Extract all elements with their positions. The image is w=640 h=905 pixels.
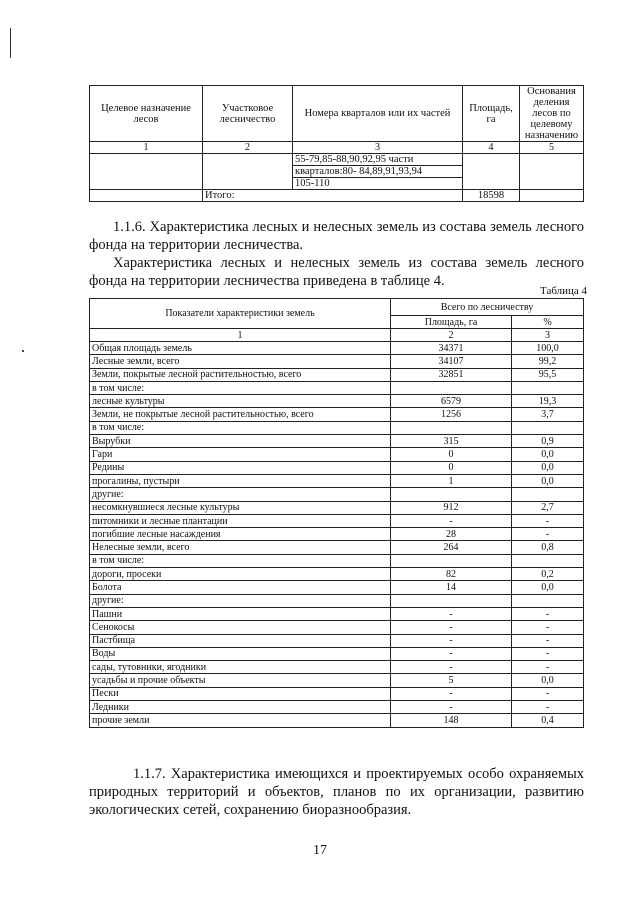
row-percent: 0,4 <box>512 714 584 727</box>
table-row <box>90 474 584 487</box>
row-label: Общая площадь земель <box>90 342 391 355</box>
row-label: прогалины, пустыри <box>90 474 391 487</box>
row-area: - <box>391 647 512 660</box>
table-row <box>90 687 584 700</box>
header-cell: Номера кварталов или их частей <box>293 86 463 142</box>
row-label: Ледники <box>90 701 391 714</box>
row-label: Болота <box>90 581 391 594</box>
table-row <box>90 355 584 368</box>
row-area: 0 <box>391 461 512 474</box>
table-row <box>90 154 584 166</box>
table-row <box>90 714 584 727</box>
row-label: Пашни <box>90 607 391 620</box>
table-row <box>90 594 584 607</box>
table-row <box>90 621 584 634</box>
row-percent: 100,0 <box>512 342 584 355</box>
row-percent: 0,0 <box>512 581 584 594</box>
header-percent: % <box>512 316 584 329</box>
table-row <box>90 408 584 421</box>
header-total: Всего по лесничеству <box>391 299 584 316</box>
row-area <box>391 421 512 434</box>
column-number: 2 <box>203 142 293 154</box>
row-area: 6579 <box>391 395 512 408</box>
row-area: 28 <box>391 528 512 541</box>
row-label: Гари <box>90 448 391 461</box>
table-cell <box>520 190 584 202</box>
purpose-table <box>89 85 584 202</box>
row-percent: 0,0 <box>512 674 584 687</box>
row-percent: 99,2 <box>512 355 584 368</box>
table-caption: Таблица 4 <box>540 285 588 297</box>
table-row <box>90 514 584 527</box>
row-percent: 0,2 <box>512 568 584 581</box>
row-percent: 0,0 <box>512 461 584 474</box>
column-number: 1 <box>90 142 203 154</box>
row-label: Земли, не покрытые лесной растительностью, всего <box>90 408 391 421</box>
column-number-row <box>90 329 584 342</box>
row-percent: 19,3 <box>512 395 584 408</box>
row-label: в том числе: <box>90 381 391 394</box>
section-heading-1-1-7: 1.1.7. Характеристика имеющихся и проектируемых особо охраняемых природных территорий и объектов, планов по их организации, развитию экологических сетей, сохранению биоразнообразия. <box>89 766 584 818</box>
row-label: Вырубки <box>90 435 391 448</box>
table-row <box>90 528 584 541</box>
row-label: погибшие лесные насаждения <box>90 528 391 541</box>
table-cell <box>463 154 520 190</box>
table-header-row <box>90 299 584 316</box>
row-label: Нелесные земли, всего <box>90 541 391 554</box>
table-row <box>90 541 584 554</box>
table-cell <box>520 154 584 190</box>
row-area: - <box>391 621 512 634</box>
row-area: - <box>391 634 512 647</box>
header-indicator: Показатели характеристики земель <box>90 299 391 329</box>
header-cell: Основания деления лесов по целевому назначению <box>520 86 584 142</box>
row-percent <box>512 488 584 501</box>
row-label: сады, тутовники, ягодники <box>90 661 391 674</box>
table-row <box>90 395 584 408</box>
table-row <box>90 435 584 448</box>
header-cell: Площадь, га <box>463 86 520 142</box>
column-number: 3 <box>512 329 584 342</box>
row-percent: - <box>512 607 584 620</box>
row-percent: - <box>512 647 584 660</box>
table-row <box>90 647 584 660</box>
row-area: 82 <box>391 568 512 581</box>
row-percent: 2,7 <box>512 501 584 514</box>
row-label: Редины <box>90 461 391 474</box>
row-label: усадьбы и прочие объекты <box>90 674 391 687</box>
header-cell: Целевое назначение лесов <box>90 86 203 142</box>
row-area: 1 <box>391 474 512 487</box>
land-characteristics-table <box>89 298 584 728</box>
table-row <box>90 701 584 714</box>
section-text-1-1-6: Характеристика лесных и нелесных земель из состава земель лесного фонда на территории лесничества приведена в таблице 4. <box>89 255 584 289</box>
quarters-cell: 105-110 <box>293 178 463 190</box>
row-percent <box>512 594 584 607</box>
row-percent <box>512 421 584 434</box>
row-label: несомкнувшиеся лесные культуры <box>90 501 391 514</box>
row-percent: - <box>512 634 584 647</box>
row-percent: 0,0 <box>512 448 584 461</box>
row-label: в том числе: <box>90 554 391 567</box>
row-label: Сенокосы <box>90 621 391 634</box>
row-label: Пески <box>90 687 391 700</box>
row-area: 912 <box>391 501 512 514</box>
table-row <box>90 488 584 501</box>
table-body <box>90 342 584 728</box>
row-area: 32851 <box>391 368 512 381</box>
table-row <box>90 368 584 381</box>
row-percent: 0,8 <box>512 541 584 554</box>
scan-edge-mark <box>10 28 11 58</box>
row-label: Лесные земли, всего <box>90 355 391 368</box>
table-cell <box>90 154 203 190</box>
column-number: 3 <box>293 142 463 154</box>
row-percent <box>512 554 584 567</box>
row-area: 315 <box>391 435 512 448</box>
row-label: в том числе: <box>90 421 391 434</box>
table-row <box>90 661 584 674</box>
row-percent: - <box>512 701 584 714</box>
quarters-cell: кварталов:80- 84,89,91,93,94 <box>293 166 463 178</box>
table-row <box>90 568 584 581</box>
total-area: 18598 <box>463 190 520 202</box>
table-row <box>90 421 584 434</box>
table-row <box>90 581 584 594</box>
table-row <box>90 607 584 620</box>
row-percent: - <box>512 661 584 674</box>
column-number: 2 <box>391 329 512 342</box>
column-number: 5 <box>520 142 584 154</box>
table-row <box>90 342 584 355</box>
row-label: лесные культуры <box>90 395 391 408</box>
row-area: 264 <box>391 541 512 554</box>
table-header-row <box>90 86 584 142</box>
column-number: 4 <box>463 142 520 154</box>
row-area: - <box>391 687 512 700</box>
section-heading-1-1-6: 1.1.6. Характеристика лесных и нелесных земель из состава земель лесного фонда на территории лесничества. <box>89 219 584 253</box>
row-percent <box>512 381 584 394</box>
header-area: Площадь, га <box>391 316 512 329</box>
table-row <box>90 448 584 461</box>
row-percent: - <box>512 621 584 634</box>
table-cell <box>90 190 203 202</box>
row-percent: 0,9 <box>512 435 584 448</box>
row-percent: - <box>512 687 584 700</box>
table-row <box>90 674 584 687</box>
row-area: - <box>391 514 512 527</box>
row-percent: 0,0 <box>512 474 584 487</box>
quarters-cell: 55-79,85-88,90,92,95 части <box>293 154 463 166</box>
scan-dot <box>22 350 24 352</box>
row-label: другие: <box>90 488 391 501</box>
row-area: 34107 <box>391 355 512 368</box>
row-area: 14 <box>391 581 512 594</box>
row-percent: - <box>512 528 584 541</box>
table-row <box>90 381 584 394</box>
column-number-row <box>90 142 584 154</box>
row-label: другие: <box>90 594 391 607</box>
table-cell <box>203 154 293 190</box>
total-row <box>90 190 584 202</box>
row-area: - <box>391 701 512 714</box>
row-area: 5 <box>391 674 512 687</box>
row-area <box>391 594 512 607</box>
row-area: 0 <box>391 448 512 461</box>
row-area <box>391 381 512 394</box>
total-label: Итого: <box>203 190 463 202</box>
header-cell: Участковое лесничество <box>203 86 293 142</box>
row-percent: - <box>512 514 584 527</box>
row-percent: 95,5 <box>512 368 584 381</box>
row-area: 1256 <box>391 408 512 421</box>
row-area: 34371 <box>391 342 512 355</box>
column-number: 1 <box>90 329 391 342</box>
table-row <box>90 634 584 647</box>
row-area: - <box>391 607 512 620</box>
row-area <box>391 554 512 567</box>
table-row <box>90 501 584 514</box>
row-label: Пастбища <box>90 634 391 647</box>
row-label: прочие земли <box>90 714 391 727</box>
row-label: Воды <box>90 647 391 660</box>
page-number: 17 <box>313 843 327 858</box>
table-row <box>90 461 584 474</box>
row-percent: 3,7 <box>512 408 584 421</box>
row-label: дороги, просеки <box>90 568 391 581</box>
row-area <box>391 488 512 501</box>
table-row <box>90 554 584 567</box>
row-area: 148 <box>391 714 512 727</box>
row-label: питомники и лесные плантации <box>90 514 391 527</box>
row-label: Земли, покрытые лесной растительностью, всего <box>90 368 391 381</box>
row-area: - <box>391 661 512 674</box>
